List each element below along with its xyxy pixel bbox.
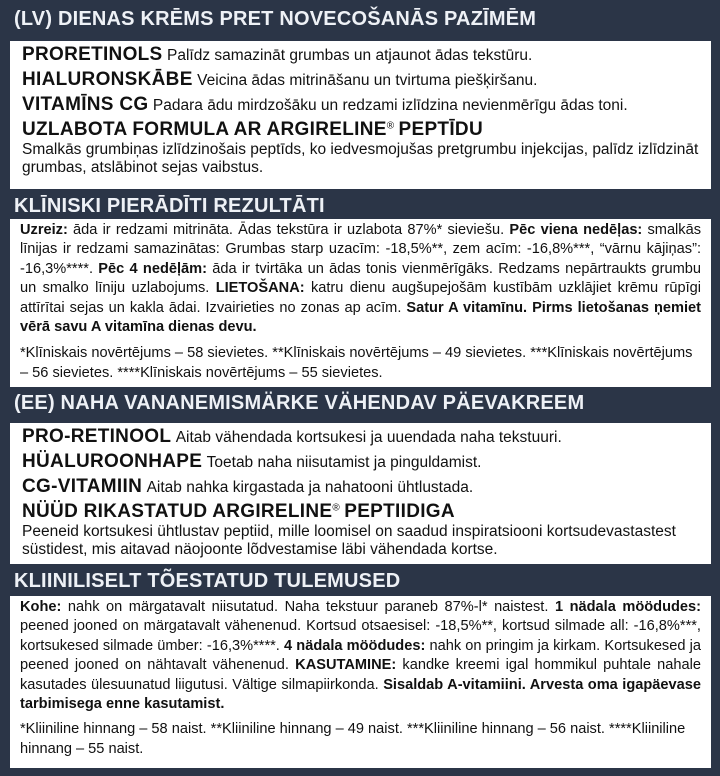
lv-formula-desc: Smalkās grumbiņas izlīdzinošais peptīds, ko iedvesmojušas pretgrumbu injekcijas, palīdz izlīdzināt grumbas, atslābinot sejas vaibstus.	[22, 141, 699, 176]
lv-ingredient-2-text: Veicina ādas mitrināšanu un tvirtuma piešķiršanu.	[197, 72, 538, 89]
ee-ingredient-3-name: CG-VITAMIIN	[22, 476, 143, 497]
lv-results-segment: smalkās līnijas ir redzami samazinātas: Grumbas starp uzacīm: -18,5%**, zem acīm: -16,8%***, “vārnu kājiņas”: -16,3%****.	[20, 222, 702, 277]
ee-results-segment: nahk on pringim ja kirkam. Kortsukesed ja peened jooned on nähtavalt vähenenud.	[20, 637, 701, 674]
ee-ingredient-1	[22, 426, 701, 451]
lv-results-segment: katru dienu augšupejošām kustībām uzklājiet krēmu rūpīgi attīrītai sejas un kakla ādai. Izvairieties no zonas ap acīm.	[20, 280, 702, 316]
ee-formula-title: NÜÜD RIKASTATUD ARGIRELINE	[22, 501, 333, 522]
ee-footnote: *Kliiniline hinnang – 58 naist. **Kliiniline hinnang – 49 naist. ***Kliiniline hinnang – 56 naist. ****Kliiniline hinnang – 55 naist.	[20, 721, 686, 757]
ee-results-text	[20, 598, 701, 714]
lv-results-panel	[10, 219, 711, 387]
lv-results-title: KLĪNISKI PIERĀDĪTI REZULTĀTI	[14, 195, 325, 217]
ee-formula-suffix: PEPTIIDIGA	[344, 501, 455, 522]
lv-formula-heading	[22, 119, 701, 141]
ee-ingredient-2-name: HÜALUROONHAPE	[22, 451, 203, 472]
lv-title-bar	[0, 8, 720, 31]
lv-results-segment: āda ir redzami mitrināta. Ādas tekstūra ir uzlabota 87%* sieviešu.	[67, 222, 510, 238]
ee-ingredient-2	[22, 451, 701, 476]
lv-formula-reg: ®	[386, 120, 395, 132]
ee-results-segment: kandke kreemi igal hommikul puhtale nahale kasutades ülesuunatud liigutusi. Vältige silmapiirkonda.	[20, 657, 701, 693]
ee-ingredient-2-text: Toetab naha niisutamist ja pinguldamist.	[206, 454, 482, 471]
lv-title: (LV) DIENAS KRĒMS PRET NOVECOŠANĀS PAZĪMĒM	[14, 8, 537, 30]
lv-formula-title: UZLABOTA FORMULA AR ARGIRELINE	[22, 119, 387, 140]
lv-ingredient-1-text: Palīdz samazināt grumbas un atjaunot ādas tekstūru.	[166, 47, 533, 64]
ee-ingredient-1-text: Aitab vähendada kortsukesi ja uuendada naha tekstuuri.	[175, 429, 562, 446]
ee-ingredient-1-name: PRO-RETINOOL	[22, 426, 172, 447]
ee-results-title: KLIINILISELT TÕESTATUD TULEMUSED	[14, 570, 401, 592]
ee-formula-desc: Peeneid kortsukesi ühtlustav peptiid, mille loomisel on saadud inspiratsiooni kortsudevastastest süstidest, mis aitavad näojoonte lõdvestamise läbi vähendada kortse.	[22, 523, 676, 558]
ee-title-bar	[0, 392, 720, 415]
ee-ingredient-3-text: Aitab nahka kirgastada ja nahatooni ühtlustada.	[146, 479, 474, 496]
lv-ingredient-1	[22, 44, 701, 69]
ee-formula-heading	[22, 501, 701, 523]
ee-results-segment: KASUTAMINE:	[295, 657, 397, 674]
lv-ingredients-panel	[10, 41, 711, 189]
lv-footnote: *Klīniskais novērtējums – 58 sievietes. **Klīniskais novērtējums – 49 sievietes. ***Klīniskais novērtējums – 56 sievietes. ****Klīniskais novērtējums – 55 sievietes.	[20, 345, 693, 381]
ee-results-title-bar	[0, 570, 720, 593]
lv-ingredient-2-name: HIALURONSKĀBE	[22, 69, 193, 90]
lv-results-segment: Pēc viena nedēļas:	[509, 222, 643, 238]
lv-ingredient-3-text: Padara ādu mirdzošāku un redzami izlīdzina nevienmērīgu ādas toni.	[152, 97, 628, 114]
lv-ingredient-3-name: VITAMĪNS CG	[22, 94, 149, 115]
ee-results-segment: peened jooned on märgatavalt vähenenud. Kortsud otsaesisel: -18,5%**, kortsud silmade all: -16,8%***, kortsukesed silmade ümber: -16,3%****.	[20, 618, 701, 654]
lv-results-segment: āda ir tvirtāka un ādas tonis vienmērīgāks. Redzams nepārtraukts grumbu un smalko līniju uzlabojums.	[20, 260, 701, 297]
lv-ingredient-2	[22, 69, 701, 94]
ee-ingredient-3	[22, 476, 701, 501]
ee-results-segment: nahk on märgatavalt niisutatud. Naha tekstuur paraneb 87%-l* naistest.	[61, 599, 555, 615]
lv-ingredient-3	[22, 94, 701, 119]
lv-results-segment: LIETOŠANA:	[215, 280, 305, 297]
ee-results-panel	[10, 596, 711, 768]
ee-results-segment: Kohe:	[20, 599, 62, 615]
lv-results-segment: Uzreiz:	[20, 222, 68, 238]
ee-ingredients-panel	[10, 423, 711, 564]
lv-results-segment: Pēc 4 nedēļām:	[98, 260, 207, 277]
lv-results-title-bar	[0, 195, 720, 218]
lv-results-segment: Satur A vitamīnu. Pirms lietošanas ņemiet vērā savu A vitamīna dienas devu.	[20, 299, 701, 336]
ee-title: (EE) NAHA VANANEMISMÄRKE VÄHENDAV PÄEVAKREEM	[14, 392, 585, 414]
ee-formula-reg: ®	[332, 502, 340, 514]
lv-formula-suffix: PEPTĪDU	[398, 119, 483, 140]
lv-results-text	[20, 221, 701, 337]
ee-results-segment: 4 nädala möödudes:	[284, 637, 426, 654]
lv-ingredient-1-name: PRORETINOLS	[22, 44, 163, 65]
ee-results-segment: Sisaldab A-vitamiini. Arvesta oma igapäevase tarbimisega enne kasutamist.	[20, 676, 701, 713]
ee-results-segment: 1 nädala möödudes:	[554, 599, 701, 615]
